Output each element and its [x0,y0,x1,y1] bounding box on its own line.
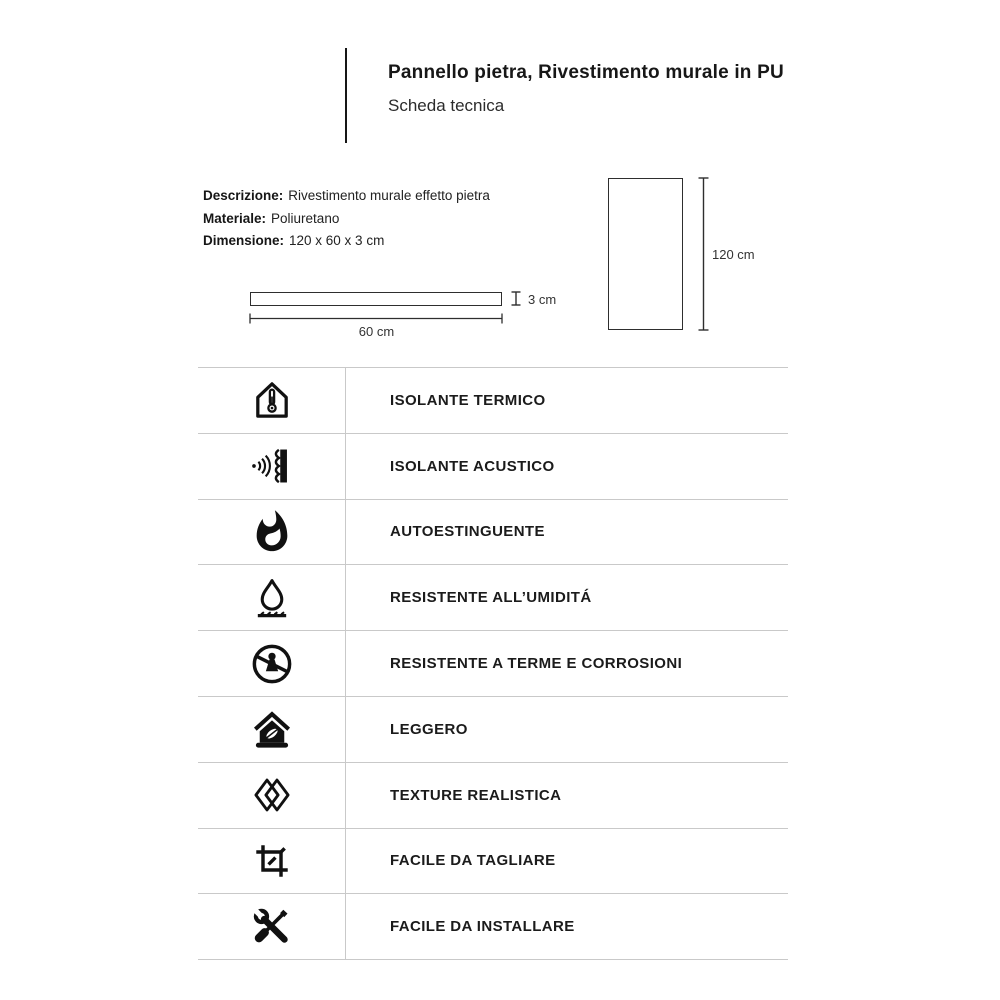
feature-label: RESISTENTE A TERME E CORROSIONI [390,655,683,673]
height-dimension-label: 120 cm [712,247,755,262]
feature-label: AUTOESTINGUENTE [390,523,545,541]
table-row [198,434,788,500]
spec-value: Poliuretano [271,210,340,226]
height-dimension-line [696,177,711,331]
thickness-dimension-label: 3 cm [528,292,557,307]
crop-icon [249,838,295,884]
feature-label: TEXTURE REALISTICA [390,786,562,804]
feature-label: ISOLANTE ACUSTICO [390,457,555,475]
water-drop-icon [249,575,295,621]
table-row [198,500,788,566]
table-row [198,368,788,434]
double-diamond-icon [249,772,295,818]
page-title: Pannello pietra, Rivestimento murale in PU [388,62,784,83]
feature-table [198,367,788,960]
panel-side-diagram [250,292,502,306]
table-row [198,631,788,697]
panel-front-diagram [608,178,683,330]
spec-row-materiale [203,208,490,231]
table-row [198,829,788,895]
feature-label: FACILE DA TAGLIARE [390,852,556,870]
table-row [198,697,788,763]
width-dimension-label: 60 cm [358,324,395,339]
thickness-dimension-line [508,291,524,306]
spec-label: Descrizione: [203,188,284,203]
table-row [198,565,788,631]
page-subtitle: Scheda tecnica [388,96,505,115]
spec-label: Dimensione: [203,233,285,248]
table-row [198,894,788,960]
spec-row-dimensione [203,230,490,253]
feature-label: ISOLANTE TERMICO [390,391,546,409]
spec-list [203,185,490,253]
feather-house-icon [249,706,295,752]
table-row [198,763,788,829]
spec-value: Rivestimento murale effetto pietra [288,188,490,203]
feature-label: FACILE DA INSTALLARE [390,918,575,936]
spec-value: 120 x 60 x 3 cm [289,233,385,248]
feature-label: RESISTENTE ALL’UMIDITÁ [390,589,592,607]
soundwave-wall-icon [249,443,295,489]
flame-icon [249,509,295,555]
spec-row-descrizione [203,185,490,208]
header-divider [345,48,347,143]
no-termite-icon [249,641,295,687]
spec-label: Materiale: [203,210,267,226]
feature-label: LEGGERO [390,720,468,738]
house-thermometer-icon [249,377,295,423]
tools-icon [249,904,295,950]
